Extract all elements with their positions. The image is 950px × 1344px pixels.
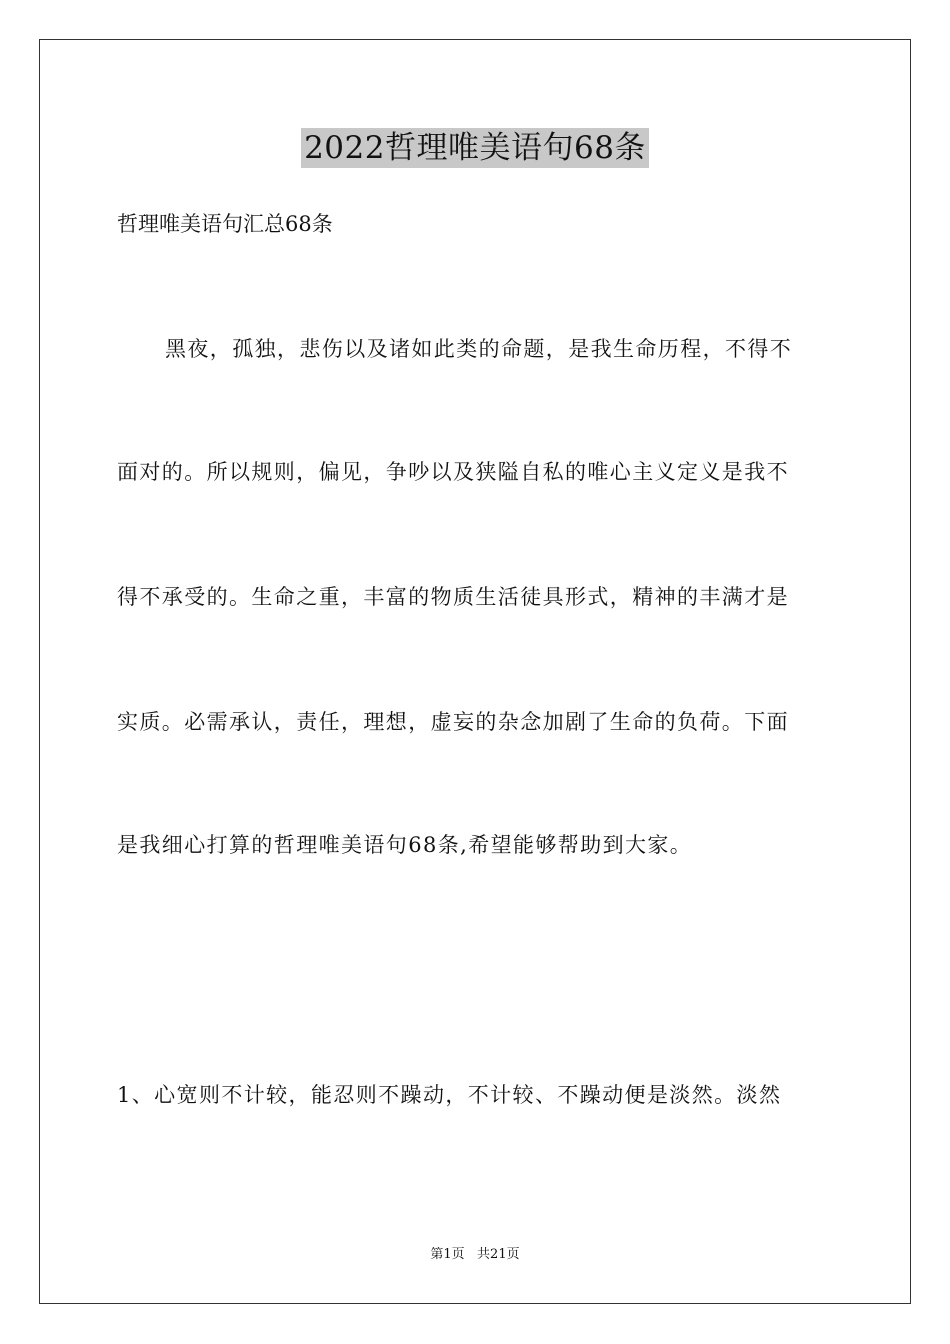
intro-paragraph-line: 是我细心打算的哲理唯美语句68条,希望能够帮助到大家。 [117,833,693,857]
title-container [0,128,950,168]
intro-paragraph-line: 得不承受的。生命之重，丰富的物质生活徒具形式，精神的丰满才是 [117,585,789,609]
intro-paragraph-line: 实质。必需承认，责任，理想，虚妄的杂念加剧了生命的负荷。下面 [117,710,789,734]
document-title: 2022哲理唯美语句68条 [301,128,649,168]
intro-paragraph-line: 黑夜，孤独，悲伤以及诸如此类的命题，是我生命历程，不得不 [165,337,793,361]
intro-paragraph-line: 面对的。所以规则，偏见，争吵以及狭隘自私的唯心主义定义是我不 [117,460,789,484]
document-subtitle: 哲理唯美语句汇总68条 [117,212,333,236]
page-number-footer: 第1页 共21页 [430,1247,520,1262]
list-item-line: 1、心宽则不计较，能忍则不躁动，不计较、不躁动便是淡然。淡然 [117,1083,782,1107]
